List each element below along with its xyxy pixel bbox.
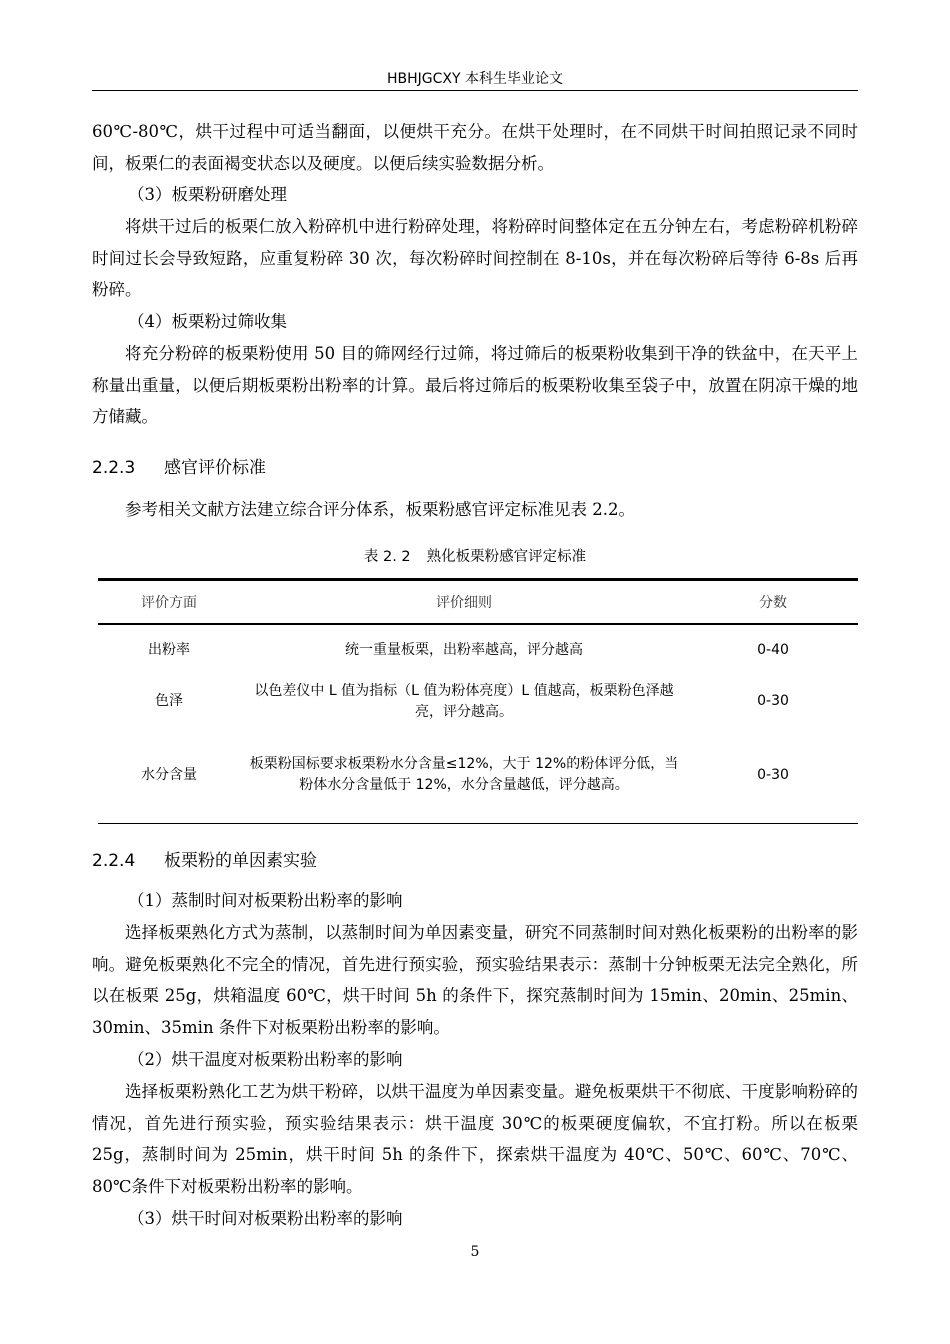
- section-number: 2.2.4: [92, 851, 136, 871]
- section-heading-2-2-3: [92, 455, 266, 481]
- section-title: 感官评价标准: [164, 458, 266, 478]
- subheading-drying-time: （3）烘干时间对板栗粉出粉率的影响: [128, 1209, 403, 1228]
- cell-detail: 以色差仪中 L 值为指标（L 值为粉体亮度）L 值越高，板栗粉色泽越亮，评分越高。: [254, 682, 674, 720]
- cell-detail: 统一重量板栗，出粉率越高，评分越高: [345, 641, 583, 658]
- cell-score: 0-40: [757, 641, 789, 658]
- column-header-score: 分数: [688, 580, 858, 624]
- sensory-evaluation-table: [98, 578, 858, 824]
- subheading-drying-temperature: （2）烘干温度对板栗粉出粉率的影响: [128, 1050, 403, 1069]
- cell-aspect: 色泽: [155, 693, 183, 709]
- table-row: [98, 676, 858, 728]
- table-row: [98, 624, 858, 676]
- table-header-row: [98, 580, 858, 624]
- cell-detail-wrap: [240, 728, 688, 824]
- paragraph-sieving: 将充分粉碎的板栗粉使用 50 目的筛网经行过筛，将过筛后的板栗粉收集到干净的铁盆中，在天平上称量出重量，以便后期板栗粉出粉率的计算。最后将过筛后的板栗粉收集至袋子中，放置在阴凉干燥的地方储藏。: [92, 344, 858, 426]
- column-header-detail: 评价细则: [240, 580, 688, 624]
- page-header: HBHJGCXY 本科生毕业论文: [386, 71, 563, 87]
- header-rule: [92, 90, 858, 91]
- subheading-grinding: （3）板栗粉研磨处理: [128, 185, 287, 204]
- cell-detail-wrap: [240, 624, 688, 676]
- subheading-steaming-time: （1）蒸制时间对板栗粉出粉率的影响: [128, 891, 403, 910]
- table-row: [98, 728, 858, 824]
- section-number: 2.2.3: [92, 458, 136, 478]
- cell-detail-wrap: [240, 676, 688, 728]
- table-caption-number: 表 2. 2: [363, 549, 411, 565]
- page-number: 5: [470, 1244, 480, 1260]
- section-heading-2-2-4: [92, 848, 317, 874]
- paragraph-drying-temperature: 选择板栗粉熟化工艺为烘干粉碎，以烘干温度为单因素变量。避免板栗烘干不彻底、干度影响粉碎的情况，首先进行预实验，预实验结果表示：烘干温度 30℃的板栗硬度偏软，不宜打粉。所以在板栗 25g，蒸制时间为 25min，烘干时间 5h 的条件下，探索烘干温度为 40℃、50℃、60℃、70℃、80℃条件下对板栗粉出粉率的影响。: [92, 1082, 858, 1196]
- paragraph-drying-continued: 60℃-80℃，烘干过程中可适当翻面，以便烘干充分。在烘干处理时，在不同烘干时间拍照记录不同时间，板栗仁的表面褐变状态以及硬度。以便后续实验数据分析。: [92, 122, 858, 173]
- cell-aspect: 出粉率: [148, 641, 190, 658]
- paragraph-steaming-time: 选择板栗熟化方式为蒸制，以蒸制时间为单因素变量，研究不同蒸制时间对熟化板栗粉的出粉率的影响。避免板栗熟化不完全的情况，首先进行预实验，预实验结果表示：蒸制十分钟板栗无法完全熟化，所以在板栗 25g，烘箱温度 60℃，烘干时间 5h 的条件下，探究蒸制时间为 15min、20min、25min、30min、35min 条件下对板栗粉出粉率的影响。: [92, 923, 858, 1037]
- cell-score: 0-30: [688, 728, 858, 824]
- subheading-sieving: （4）板栗粉过筛收集: [128, 312, 287, 331]
- table-caption: [92, 546, 858, 568]
- cell-detail: 板栗粉国标要求板栗粉水分含量≤12%，大于 12%的粉体评分低，当粉体水分含量低于 12%，水分含量越低，评分越高。: [249, 756, 679, 794]
- paragraph-evaluation-intro: 参考相关文献方法建立综合评分体系，板栗粉感官评定标准见表 2.2。: [125, 500, 635, 519]
- cell-aspect: 水分含量: [98, 728, 240, 824]
- cell-score: 0-30: [757, 693, 789, 709]
- section-title: 板栗粉的单因素实验: [164, 851, 317, 871]
- table-caption-text: 熟化板栗粉感官评定标准: [426, 549, 587, 565]
- paragraph-grinding: 将烘干过后的板栗仁放入粉碎机中进行粉碎处理，将粉碎时间整体定在五分钟左右，考虑粉碎机粉碎时间过长会导致短路，应重复粉碎 30 次，每次粉碎时间控制在 8-10s，并在每次粉碎后等待 6-8s 后再粉碎。: [92, 217, 858, 299]
- column-header-aspect: 评价方面: [98, 580, 240, 624]
